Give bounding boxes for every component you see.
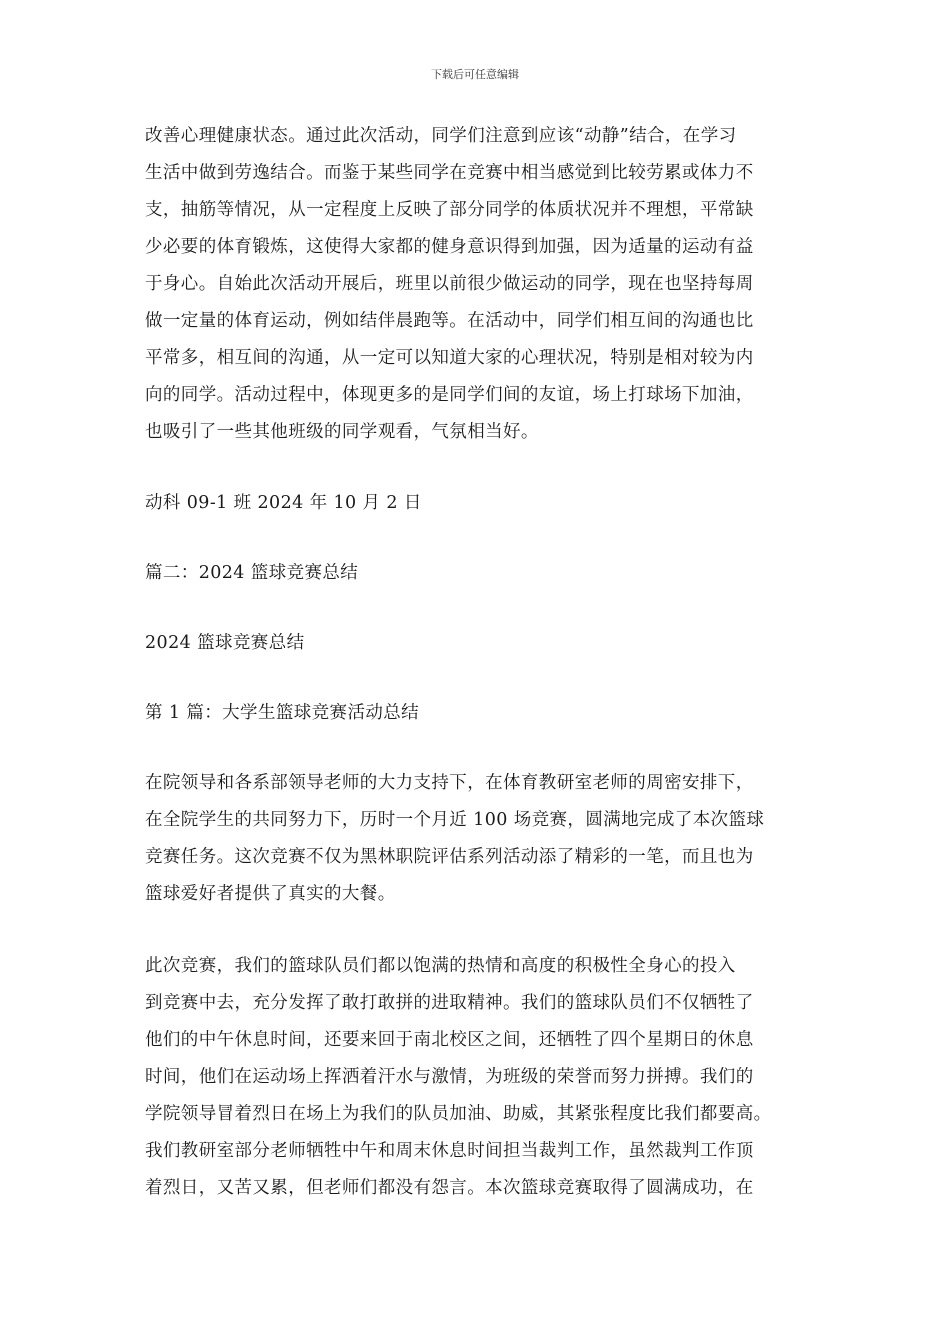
section-heading: 篇二：2024 篮球竞赛总结 bbox=[145, 563, 359, 583]
text-line: 平常多，相互间的沟通，从一定可以知道大家的心理状况，特别是相对较为内 bbox=[145, 348, 754, 368]
text-line: 学院领导冒着烈日在场上为我们的队员加油、助威，其紧张程度比我们都要高。 bbox=[145, 1104, 772, 1124]
text-line: 他们的中午休息时间，还要来回于南北校区之间，还牺牲了四个星期日的休息 bbox=[145, 1030, 754, 1050]
text-line: 少必要的体育锻炼，这使得大家都的健身意识得到加强，因为适量的运动有益 bbox=[145, 237, 754, 257]
page-header: 下载后可任意编辑 bbox=[431, 68, 519, 81]
text-line: 我们教研室部分老师牺牲中午和周末休息时间担当裁判工作，虽然裁判工作顶 bbox=[145, 1141, 754, 1161]
signature-date: 动科 09-1 班 2024 年 10 月 2 日 bbox=[145, 493, 422, 513]
text-line: 做一定量的体育运动，例如结伴晨跑等。在活动中，同学们相互间的沟通也比 bbox=[145, 311, 754, 331]
text-line: 于身心。自始此次活动开展后，班里以前很少做运动的同学，现在也坚持每周 bbox=[145, 274, 754, 294]
text-line: 生活中做到劳逸结合。而鉴于某些同学在竞赛中相当感觉到比较劳累或体力不 bbox=[145, 163, 754, 183]
text-line: 到竞赛中去，充分发挥了敢打敢拼的进取精神。我们的篮球队员们不仅牺牲了 bbox=[145, 993, 754, 1013]
text-line: 向的同学。活动过程中，体现更多的是同学们间的友谊，场上打球场下加油， bbox=[145, 385, 754, 405]
text-line: 也吸引了一些其他班级的同学观看，气氛相当好。 bbox=[145, 422, 539, 442]
text-line: 在院领导和各系部领导老师的大力支持下，在体育教研室老师的周密安排下， bbox=[145, 773, 754, 793]
text-line: 着烈日，又苦又累，但老师们都没有怨言。本次篮球竞赛取得了圆满成功，在 bbox=[145, 1178, 754, 1198]
text-line: 篮球爱好者提供了真实的大餐。 bbox=[145, 884, 396, 904]
chapter-title: 第 1 篇：大学生篮球竞赛活动总结 bbox=[145, 703, 420, 723]
text-line: 在全院学生的共同努力下，历时一个月近 100 场竞赛，圆满地完成了本次篮球 bbox=[145, 810, 765, 830]
text-line: 竞赛任务。这次竞赛不仅为黑林职院评估系列活动添了精彩的一笔，而且也为 bbox=[145, 847, 754, 867]
text-line: 此次竞赛，我们的篮球队员们都以饱满的热情和高度的积极性全身心的投入 bbox=[145, 956, 736, 976]
text-line: 时间，他们在运动场上挥洒着汗水与激情，为班级的荣誉而努力拼搏。我们的 bbox=[145, 1067, 754, 1087]
text-line: 支，抽筋等情况，从一定程度上反映了部分同学的体质状况并不理想，平常缺 bbox=[145, 200, 754, 220]
text-line: 改善心理健康状态。通过此次活动，同学们注意到应该“动静”结合，在学习 bbox=[145, 126, 737, 146]
section-title: 2024 篮球竞赛总结 bbox=[145, 633, 305, 653]
